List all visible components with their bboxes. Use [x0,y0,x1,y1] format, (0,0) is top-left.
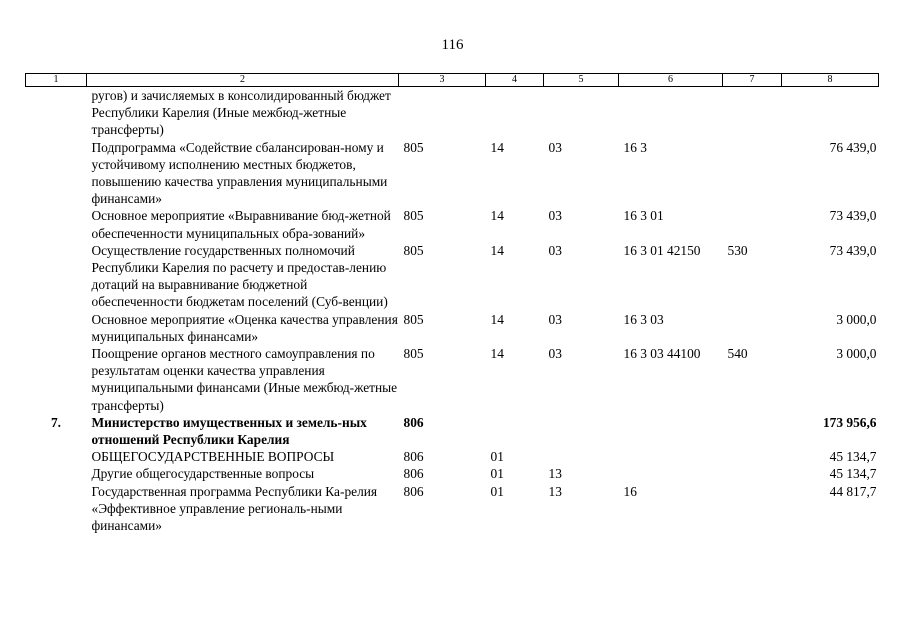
table-row [26,242,879,311]
row-target-code [619,465,723,482]
row-subsection-code: 03 [548,208,562,224]
row-name: Подпрограмма «Содействие сбалансирован-ному и устойчивому исполнению местных бюджетов, повышению качества управления муниципальными финансами» [91,139,388,207]
row-name: Основное мероприятие «Выравнивание бюд-жетной обеспеченности муниципальных обра-зований» [91,208,391,241]
row-amount: 3 000,0 [836,311,877,327]
row-number [26,139,87,208]
row-number [26,448,87,465]
row-name: Осуществление государственных полномочий Республики Карелия по расчету и предостав-лению дотаций на выравнивание бюджетной обеспеченности бюджетам поселений (Суб-венции) [91,242,388,310]
row-subsection-code: 03 [548,311,562,327]
row-target-code [619,414,723,448]
row-target-code: 16 3 [623,139,647,155]
row-name: ОБЩЕГОСУДАРСТВЕННЫЕ ВОПРОСЫ [91,449,335,465]
row-number [26,87,87,139]
row-expense-type [723,448,782,465]
column-header-4: 4 [486,74,544,87]
row-subsection-code [544,414,619,448]
column-header-2: 2 [87,74,399,87]
row-section-code: 01 [490,466,504,482]
table-row [26,207,879,241]
table-row [26,87,879,139]
row-ministry-code: 805 [403,311,424,327]
row-target-code: 16 3 03 44100 [623,346,701,362]
row-ministry-code: 806 [403,414,424,430]
row-expense-type [723,139,782,208]
column-header-7: 7 [723,74,782,87]
row-amount [782,87,879,139]
table-header-row [26,74,879,87]
budget-table [25,73,879,534]
row-ministry-code: 805 [403,208,424,224]
column-header-6: 6 [619,74,723,87]
row-ministry-code: 806 [403,466,424,482]
row-number [26,465,87,482]
row-amount: 173 956,6 [822,414,877,430]
row-ministry-code: 805 [403,139,424,155]
row-section-code: 01 [490,449,504,465]
row-section-code: 01 [490,483,504,499]
row-target-code: 16 3 03 [623,311,664,327]
page-number: 116 [441,37,464,53]
row-section-code: 14 [490,139,504,155]
row-ministry-code [399,87,486,139]
row-subsection-code [544,87,619,139]
row-amount: 44 817,7 [829,483,877,499]
row-subsection-code [544,448,619,465]
row-amount: 45 134,7 [829,449,877,465]
row-ministry-code: 806 [403,449,424,465]
row-expense-type [723,87,782,139]
row-target-code: 16 3 01 42150 [623,242,701,258]
row-expense-type: 540 [727,346,748,362]
row-number [26,242,87,311]
row-ministry-code: 805 [403,346,424,362]
row-name: Министерство имущественных и земель-ных отношений Республики Карелия [91,414,367,448]
row-expense-type [723,414,782,448]
row-target-code: 16 [623,483,637,499]
row-number [26,483,87,535]
row-name: Основное мероприятие «Оценка качества управления муниципальных финансами» [91,311,398,344]
row-expense-type [723,207,782,241]
row-name: Государственная программа Республики Ка-релия «Эффективное управление региональ-ными финансами» [91,483,378,534]
row-number [26,345,87,414]
column-header-5: 5 [544,74,619,87]
row-ministry-code: 806 [403,483,424,499]
row-amount: 76 439,0 [829,139,877,155]
row-section-code: 14 [490,242,504,258]
row-subsection-code: 03 [548,346,562,362]
row-number [26,207,87,241]
row-target-code: 16 3 01 [623,208,664,224]
column-header-3: 3 [399,74,486,87]
row-section-code [486,87,544,139]
row-amount: 45 134,7 [829,466,877,482]
row-section-code: 14 [490,311,504,327]
row-expense-type [723,311,782,345]
table-row [26,139,879,208]
row-section-code: 14 [490,208,504,224]
column-header-8: 8 [782,74,879,87]
row-expense-type [723,483,782,535]
row-name: Другие общегосударственные вопросы [91,466,315,482]
column-header-1: 1 [26,74,87,87]
table-row [26,483,879,535]
row-ministry-code: 805 [403,242,424,258]
row-number [26,311,87,345]
table-row-ministry-total [26,414,879,448]
row-subsection-code: 03 [548,242,562,258]
row-name: Поощрение органов местного самоуправления по результатам оценки качества управления муниципальными финансами (Иные межбюд-жетные трансферты) [91,346,398,413]
table-row [26,311,879,345]
row-subsection-code: 13 [548,466,562,482]
row-section-code: 14 [490,346,504,362]
row-section-code [486,414,544,448]
table-row [26,448,879,465]
row-name: ругов) и зачисляемых в консолидированный бюджет Республики Карелия (Иные межбюд-жетные трансферты) [91,88,391,138]
row-expense-type: 530 [727,242,748,258]
row-amount: 73 439,0 [829,208,877,224]
table-row [26,345,879,414]
row-amount: 3 000,0 [836,346,877,362]
table-row [26,465,879,482]
row-target-code [619,448,723,465]
row-target-code [619,87,723,139]
row-expense-type [723,465,782,482]
row-subsection-code: 13 [548,483,562,499]
row-number: 7. [50,414,62,430]
row-amount: 73 439,0 [829,242,877,258]
row-subsection-code: 03 [548,139,562,155]
